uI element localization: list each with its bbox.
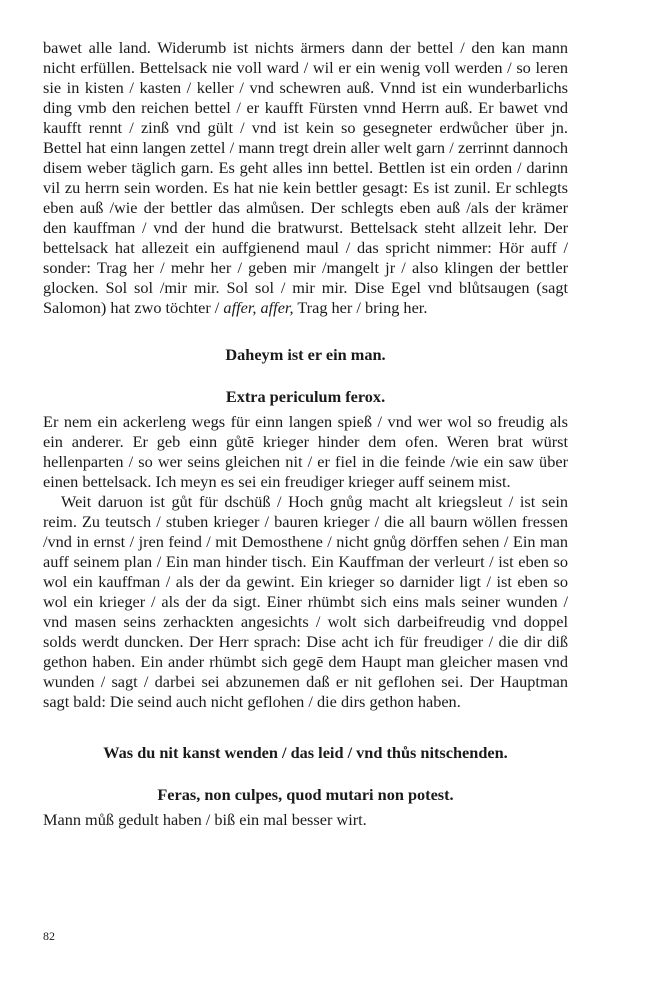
section-heading: Was du nit kanst wenden / das leid / vnd thůs nitschenden. [103, 743, 508, 762]
section-heading: Daheym ist er ein man. [225, 345, 386, 364]
page-content [43, 38, 568, 830]
section-heading-latin: Feras, non culpes, quod mutari non potest. [157, 785, 454, 804]
italic-text: affer, affer, [223, 298, 294, 317]
paragraph-tail: Trag her / bring her. [297, 298, 428, 317]
body-paragraph: Weit daruon ist gůt für dschüß / Hoch gnůg macht alt kriegsleut / ist sein reim. Zu teutsch / stuben krieger / bauren krieger / die all baurn wöllen fressen /vnd in ernst / jren feind / mit Demosthene / nicht gnůg dörffen sehen / Ein man auff seinem plan / Ein man hinder tisch. Ein Kauffman der verleurt / ist eben so wol ein kauffman / als der da gewint. Ein krieger so darnider ligt / ist eben so wol ein krieger / als der da sigt. Einer rhümbt sich eins mals seiner wunden / vnd masen seins zerhackten angesichts / wolt sich darbeifreudig vnd doppel solds werdt duncken. Der Herr sprach: Dise acht ich für freudiger / die dir diß gethon haben. Ein ander rhümbt sich gegē dem Haupt man gleicher masen vnd wunden / sagt / darbei sei abzunemen daß er nit geflohen sei. Der Hauptman sagt bald: Die seind auch nicht geflohen / die dirs gethon haben. [43, 492, 568, 711]
section-heading-latin: Extra periculum ferox. [225, 387, 386, 406]
paragraph-text: bawet alle land. Widerumb ist nichts ärmers dann der bettel / den kan mann nicht erfüllen. Bettelsack nie voll ward / wil er ein wenig voll werden / so leren sie in kisten / kasten / keller / vnd schewren auß. Vnnd ist ein wunderbarlichs ding vmb den reichen bettel / er kaufft Fürsten vnnd Herrn auß. Er bawet vnd kaufft rennt / zinß vnd gült / vnd ist kein so gesegneter erdwůcher über jn. Bettel hat einn langen zettel / mann tregt drein aller welt garn / zerrinnt dannoch disem weber täglich garn. Es geht alles inn bettel. Bettlen ist ein orden / darinn vil zu herrn sein worden. Es hat nie kein bettler gesagt: Es ist zunil. Er schlegts eben auß /wie der bettler das almůsen. Der schlegts eben auß /als der krämer den kauffman / vnd der hund die bratwurst. Bettelsack steht allzeit lehr. Der bettelsack hat allezeit ein auffgienend maul / das spricht nimmer: Hör auff / sonder: Trag her / mehr her / geben mir /mangelt jr / also klingen der bettler glocken. Sol sol /mir mir. Sol sol / mir mir. Dise Egel vnd blůtsaugen (sagt Salomon) hat zwo töchter / [43, 38, 568, 317]
body-paragraph: Mann můß gedult haben / biß ein mal besser wirt. [43, 810, 367, 829]
body-paragraph: Er nem ein ackerleng wegs für einn langen spieß / vnd wer wol so freudig als ein anderer. Er geb einn gůtē krieger hinder dem ofen. Weren brat würst hellenparten / so wer seins gleichen nit / er fiel in die feinde /wie ein saw über einen bettelsack. Ich meyn es sei ein freudiger krieger auff seinem mist. [43, 412, 568, 491]
body-paragraph [43, 38, 568, 318]
page-number: 82 [43, 929, 55, 943]
